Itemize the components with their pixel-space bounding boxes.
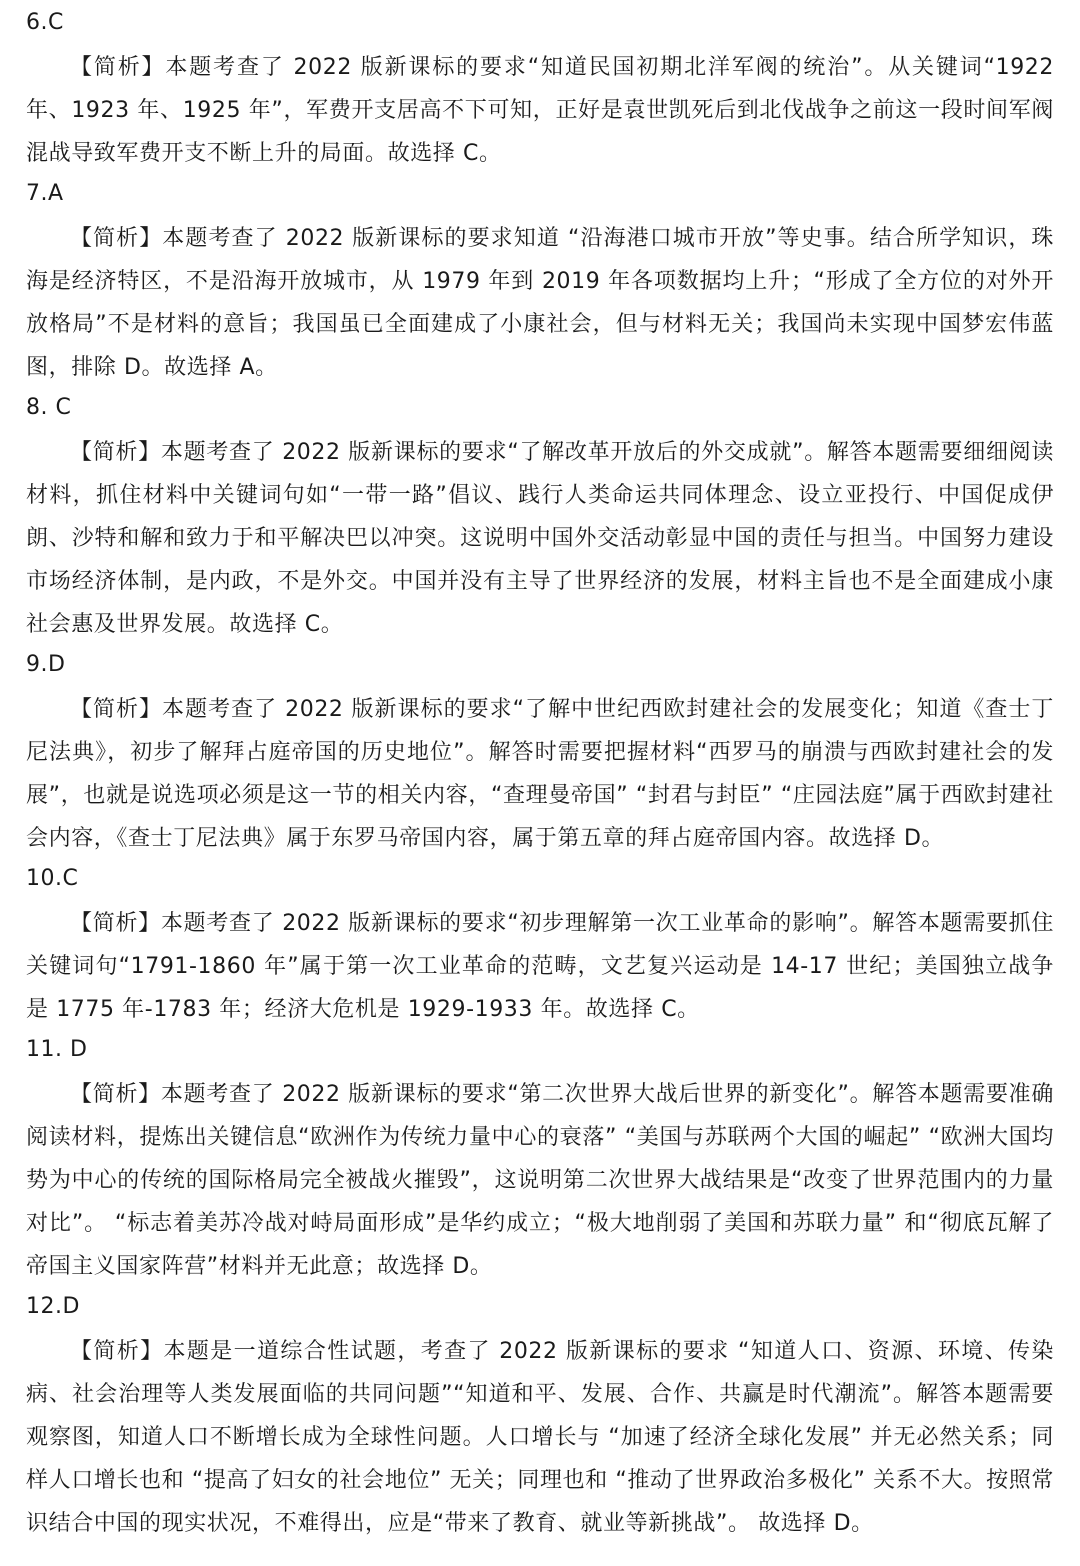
question-number: 7.A	[26, 181, 64, 206]
analysis-text: 【简析】本题考查了 2022 版新课标的要求知道 “沿海港口城市开放”等史事。结合所学知识，珠海是经济特区，不是沿海开放城市，从 1979 年到 2019 年各项数据均上升；“形成了全方位的对外开放格局”不是材料的意旨；我国虽已全面建成了小康社会，但与材料无关；我国尚未实现中国梦宏伟蓝图，排除 D。故选择 A。	[26, 226, 1054, 380]
question-number: 12.D	[26, 1294, 80, 1319]
analysis-text: 【简析】本题考查了 2022 版新课标的要求“第二次世界大战后世界的新变化”。解答本题需要准确阅读材料，提炼出关键信息“欧洲作为传统力量中心的衰落” “美国与苏联两个大国的崛起” “欧洲大国均势为中心的传统的国际格局完全被战火摧毁”，这说明第二次世界大战结果是“改变了世界范围内的力量对比”。 “标志着美苏冷战对峙局面形成”是华约成立；“极大地削弱了美国和苏联力量” 和“彻底瓦解了帝国主义国家阵营”材料并无此意；故选择 D。	[26, 1082, 1054, 1279]
analysis-text: 【简析】本题考查了 2022 版新课标的要求“知道民国初期北洋军阀的统治”。从关键词“1922 年、1923 年、1925 年”，军费开支居高不下可知，正好是袁世凯死后到北伐战争之前这一段时间军阀混战导致军费开支不断上升的局面。故选择 C。	[26, 55, 1054, 166]
question-number: 8. C	[26, 395, 72, 420]
answer-item-6	[26, 4, 1054, 175]
analysis-text: 【简析】本题考查了 2022 版新课标的要求“了解中世纪西欧封建社会的发展变化；知道《查士丁尼法典》，初步了解拜占庭帝国的历史地位”。解答时需要把握材料“西罗马的崩溃与西欧封建社会的发展”，也就是说选项必须是这一节的相关内容，“查理曼帝国” “封君与封臣” “庄园法庭”属于西欧封建社会内容，《查士丁尼法典》属于东罗马帝国内容，属于第五章的拜占庭帝国内容。故选择 D。	[26, 697, 1054, 851]
question-number: 9.D	[26, 652, 66, 677]
analysis-text: 【简析】本题考查了 2022 版新课标的要求“了解改革开放后的外交成就”。解答本题需要细细阅读材料，抓住材料中关键词句如“一带一路”倡议、践行人类命运共同体理念、设立亚投行、中国促成伊朗、沙特和解和致力于和平解决巴以冲突。这说明中国外交活动彰显中国的责任与担当。中国努力建设市场经济体制，是内政，不是外交。中国并没有主导了世界经济的发展，材料主旨也不是全面建成小康社会惠及世界发展。故选择 C。	[26, 440, 1054, 637]
answer-item-8	[26, 389, 1054, 646]
answer-item-10	[26, 860, 1054, 1031]
analysis-text: 【简析】本题是一道综合性试题，考查了 2022 版新课标的要求 “知道人口、资源、环境、传染病、社会治理等人类发展面临的共同问题”“知道和平、发展、合作、共赢是时代潮流”。解答本题需要观察图，知道人口不断增长成为全球性问题。人口增长与 “加速了经济全球化发展” 并无必然关系；同样人口增长也和 “提高了妇女的社会地位” 无关；同理也和 “推动了世界政治多极化” 关系不大。按照常识结合中国的现实状况，不难得出，应是“带来了教育、就业等新挑战”。 故选择 D。	[26, 1339, 1054, 1536]
analysis-text: 【简析】本题考查了 2022 版新课标的要求“初步理解第一次工业革命的影响”。解答本题需要抓住关键词句“1791-1860 年”属于第一次工业革命的范畴，文艺复兴运动是 14-17 世纪；美国独立战争是 1775 年-1783 年；经济大危机是 1929-1933 年。故选择 C。	[26, 911, 1054, 1022]
answer-item-9	[26, 646, 1054, 860]
answer-item-12	[26, 1288, 1054, 1545]
answer-item-11	[26, 1031, 1054, 1288]
question-number: 6.C	[26, 10, 64, 35]
question-number: 11. D	[26, 1037, 88, 1062]
answer-item-7	[26, 175, 1054, 389]
question-number: 10.C	[26, 866, 79, 891]
